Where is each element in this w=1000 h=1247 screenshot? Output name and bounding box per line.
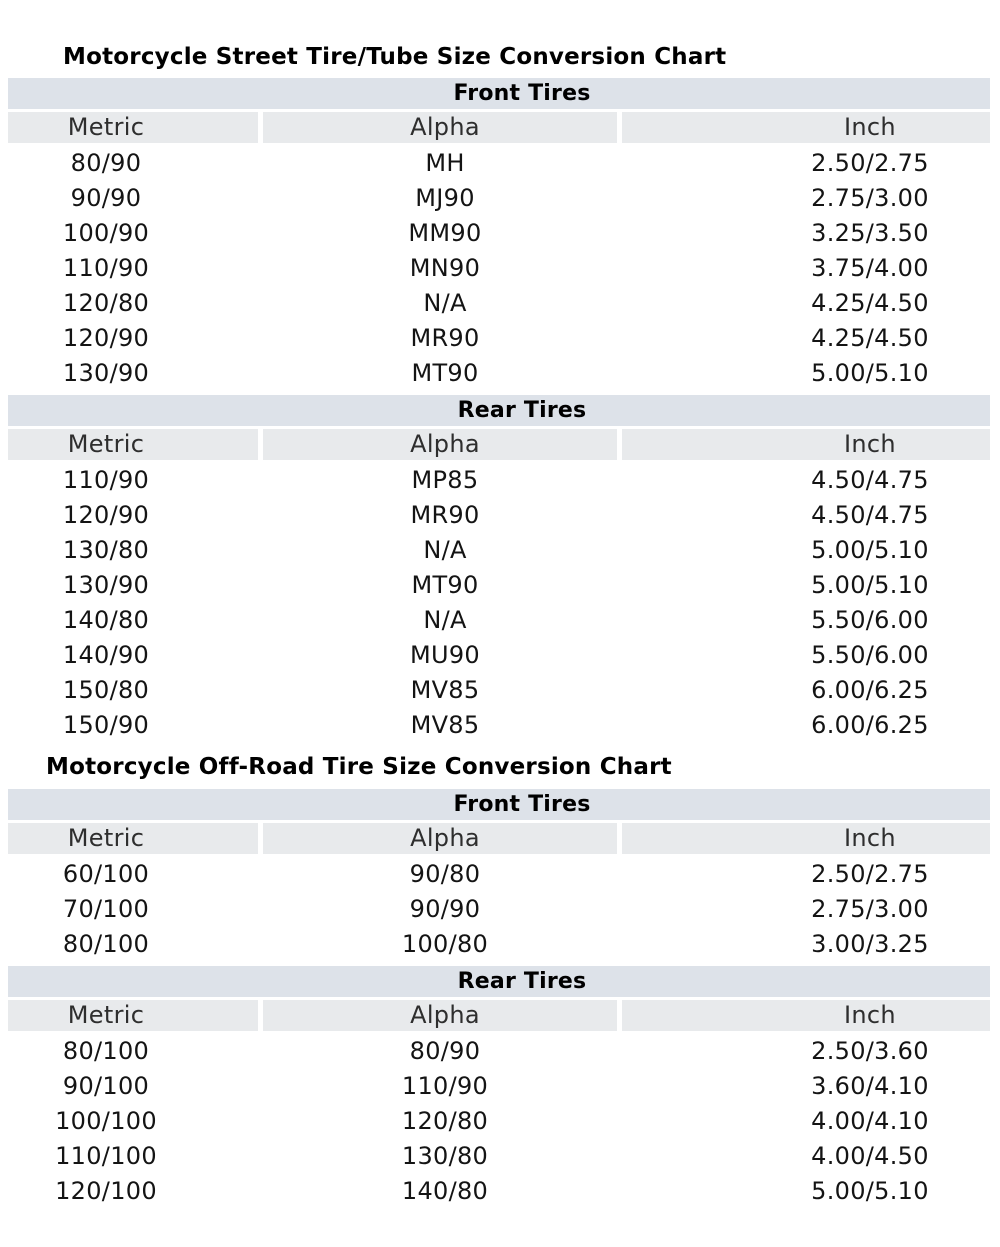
metric-cell: 80/90 xyxy=(70,149,142,177)
alpha-cell: 90/90 xyxy=(409,895,481,923)
column-header-alpha: Alpha xyxy=(263,429,617,460)
offroad-chart-title: Motorcycle Off-Road Tire Size Conversion Chart xyxy=(46,754,672,780)
alpha-cell: MV85 xyxy=(410,711,480,739)
alpha-cell: 90/80 xyxy=(409,860,481,888)
metric-cell: 110/90 xyxy=(62,466,150,494)
alpha-cell: 140/80 xyxy=(401,1177,489,1205)
inch-cell: 3.25/3.50 xyxy=(811,219,929,247)
street-chart-table xyxy=(8,78,990,743)
table-row xyxy=(8,533,990,568)
inch-cell: 5.00/5.10 xyxy=(811,1177,929,1205)
metric-cell: 120/90 xyxy=(62,324,150,352)
table-row xyxy=(8,603,990,638)
metric-cell: 90/100 xyxy=(62,1072,150,1100)
column-header-inch: Inch xyxy=(622,1000,990,1031)
column-header-inch: Inch xyxy=(622,823,990,854)
metric-cell: 100/90 xyxy=(62,219,150,247)
inch-cell: 4.50/4.75 xyxy=(811,501,929,529)
alpha-cell: 130/80 xyxy=(401,1142,489,1170)
inch-cell: 4.00/4.10 xyxy=(811,1107,929,1135)
alpha-cell: 80/90 xyxy=(409,1037,481,1065)
metric-cell: 130/80 xyxy=(62,536,150,564)
street-front-tires-header: Front Tires xyxy=(8,78,990,109)
inch-cell: 3.60/4.10 xyxy=(811,1072,929,1100)
metric-cell: 80/100 xyxy=(62,930,150,958)
alpha-cell: 110/90 xyxy=(401,1072,489,1100)
alpha-cell: MT90 xyxy=(411,571,479,599)
alpha-cell: MN90 xyxy=(409,254,481,282)
inch-cell: 5.50/6.00 xyxy=(811,606,929,634)
street-rear-tires-section xyxy=(8,395,990,743)
metric-cell: 140/90 xyxy=(62,641,150,669)
metric-cell: 110/90 xyxy=(62,254,150,282)
column-header-metric: Metric xyxy=(8,823,258,854)
table-row xyxy=(8,568,990,603)
metric-cell: 70/100 xyxy=(62,895,150,923)
offroad-rear-tires-header: Rear Tires xyxy=(8,966,990,997)
offroad-chart-table xyxy=(8,789,990,1209)
metric-cell: 120/80 xyxy=(62,289,150,317)
column-header-metric: Metric xyxy=(8,1000,258,1031)
metric-cell: 90/90 xyxy=(70,184,142,212)
column-header-alpha: Alpha xyxy=(263,1000,617,1031)
table-row xyxy=(8,498,990,533)
column-header-row xyxy=(8,429,990,460)
column-header-metric: Metric xyxy=(8,112,258,143)
column-header-inch: Inch xyxy=(622,112,990,143)
offroad-front-tires-section xyxy=(8,789,990,962)
alpha-cell: 120/80 xyxy=(401,1107,489,1135)
column-header-alpha: Alpha xyxy=(263,823,617,854)
inch-cell: 6.00/6.25 xyxy=(811,711,929,739)
table-row xyxy=(8,321,990,356)
column-header-row xyxy=(8,823,990,854)
inch-cell: 3.75/4.00 xyxy=(811,254,929,282)
alpha-cell: N/A xyxy=(423,606,467,634)
alpha-cell: N/A xyxy=(423,289,467,317)
table-row xyxy=(8,463,990,498)
table-row xyxy=(8,673,990,708)
inch-cell: 2.50/2.75 xyxy=(811,149,929,177)
metric-cell: 120/90 xyxy=(62,501,150,529)
metric-cell: 60/100 xyxy=(62,860,150,888)
alpha-cell: MH xyxy=(425,149,465,177)
table-row xyxy=(8,857,990,892)
inch-cell: 6.00/6.25 xyxy=(811,676,929,704)
alpha-cell: MR90 xyxy=(410,501,480,529)
table-row xyxy=(8,1104,990,1139)
column-header-row xyxy=(8,112,990,143)
table-row xyxy=(8,1034,990,1069)
metric-cell: 150/80 xyxy=(62,676,150,704)
inch-cell: 5.00/5.10 xyxy=(811,359,929,387)
alpha-cell: MM90 xyxy=(408,219,482,247)
inch-cell: 4.50/4.75 xyxy=(811,466,929,494)
table-row xyxy=(8,927,990,962)
table-row xyxy=(8,708,990,743)
table-row xyxy=(8,1174,990,1209)
inch-cell: 4.25/4.50 xyxy=(811,289,929,317)
alpha-cell: N/A xyxy=(423,536,467,564)
alpha-cell: MT90 xyxy=(411,359,479,387)
column-header-metric: Metric xyxy=(8,429,258,460)
inch-cell: 4.00/4.50 xyxy=(811,1142,929,1170)
alpha-cell: MJ90 xyxy=(415,184,475,212)
alpha-cell: MV85 xyxy=(410,676,480,704)
metric-cell: 80/100 xyxy=(62,1037,150,1065)
table-row xyxy=(8,286,990,321)
alpha-cell: MU90 xyxy=(409,641,480,669)
inch-cell: 4.25/4.50 xyxy=(811,324,929,352)
inch-cell: 2.75/3.00 xyxy=(811,895,929,923)
metric-cell: 150/90 xyxy=(62,711,150,739)
table-row xyxy=(8,251,990,286)
inch-cell: 2.50/2.75 xyxy=(811,860,929,888)
table-row xyxy=(8,1069,990,1104)
column-header-alpha: Alpha xyxy=(263,112,617,143)
offroad-front-tires-header: Front Tires xyxy=(8,789,990,820)
table-row xyxy=(8,216,990,251)
street-chart-title: Motorcycle Street Tire/Tube Size Conversion Chart xyxy=(63,44,727,70)
table-body xyxy=(8,1034,990,1209)
column-header-inch: Inch xyxy=(622,429,990,460)
column-header-row xyxy=(8,1000,990,1031)
metric-cell: 120/100 xyxy=(55,1177,157,1205)
metric-cell: 140/80 xyxy=(62,606,150,634)
inch-cell: 5.50/6.00 xyxy=(811,641,929,669)
alpha-cell: 100/80 xyxy=(401,930,489,958)
table-body xyxy=(8,146,990,391)
inch-cell: 2.50/3.60 xyxy=(811,1037,929,1065)
alpha-cell: MR90 xyxy=(410,324,480,352)
table-body xyxy=(8,463,990,743)
inch-cell: 2.75/3.00 xyxy=(811,184,929,212)
metric-cell: 110/100 xyxy=(55,1142,157,1170)
offroad-rear-tires-section xyxy=(8,966,990,1209)
alpha-cell: MP85 xyxy=(411,466,479,494)
table-row xyxy=(8,356,990,391)
inch-cell: 5.00/5.10 xyxy=(811,536,929,564)
street-front-tires-section xyxy=(8,78,990,391)
street-rear-tires-header: Rear Tires xyxy=(8,395,990,426)
table-body xyxy=(8,857,990,962)
metric-cell: 130/90 xyxy=(62,359,150,387)
table-row xyxy=(8,638,990,673)
table-row xyxy=(8,1139,990,1174)
table-row xyxy=(8,892,990,927)
table-row xyxy=(8,181,990,216)
table-row xyxy=(8,146,990,181)
metric-cell: 130/90 xyxy=(62,571,150,599)
inch-cell: 3.00/3.25 xyxy=(811,930,929,958)
metric-cell: 100/100 xyxy=(55,1107,157,1135)
inch-cell: 5.00/5.10 xyxy=(811,571,929,599)
